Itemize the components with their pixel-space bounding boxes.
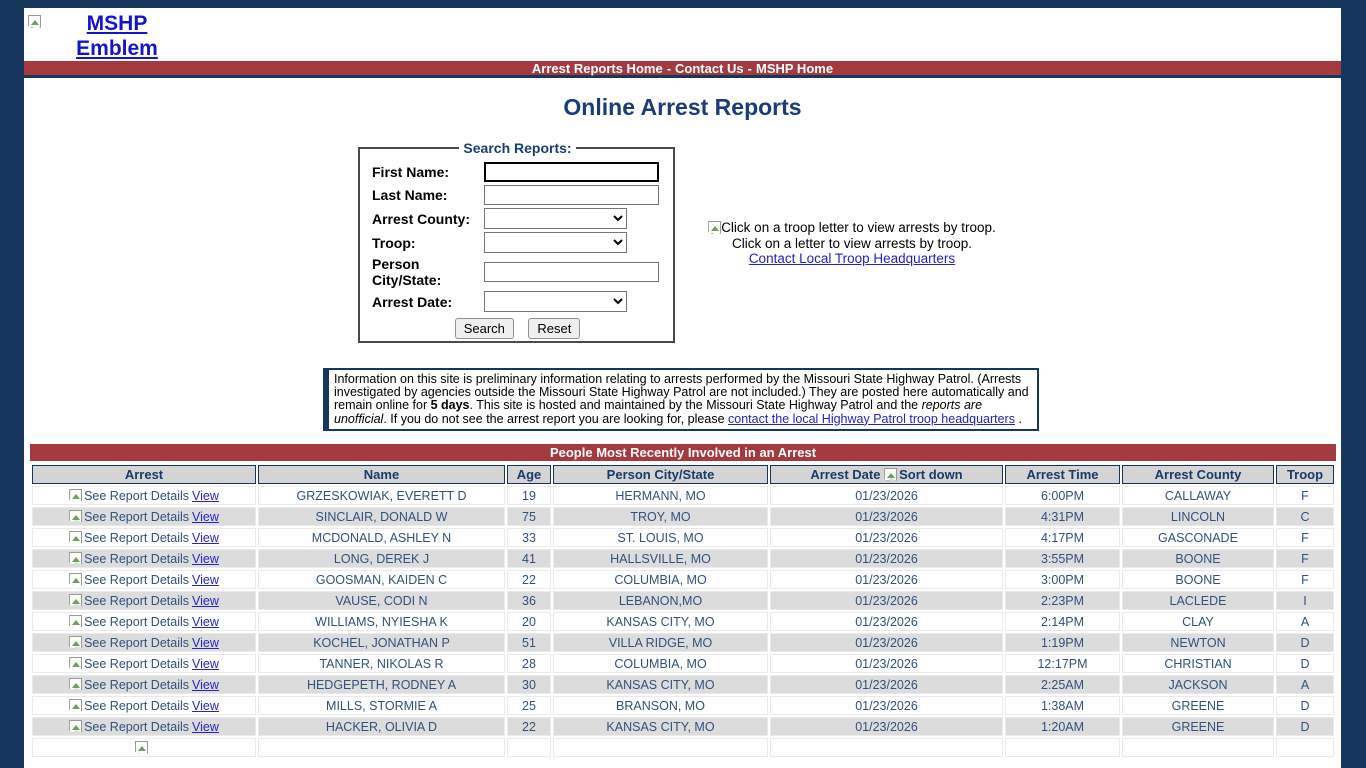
view-report-link[interactable]: View: [192, 719, 219, 734]
arrest-time-cell: 1:38AM: [1005, 696, 1120, 715]
arrest-county-cell: BOONE: [1122, 549, 1274, 568]
table-row: [32, 696, 1334, 715]
broken-image-icon: [69, 552, 82, 565]
search-reports-panel: [358, 140, 675, 343]
arrest-time-cell: 1:20AM: [1005, 717, 1120, 736]
troop-map-panel: [684, 220, 1020, 267]
see-report-details-alt-text: See Report Details: [84, 677, 190, 692]
age-cell: 22: [507, 717, 551, 736]
view-report-link[interactable]: View: [192, 530, 219, 545]
name-cell: MCDONALD, ASHLEY N: [258, 528, 505, 547]
troop-label: Troop:: [372, 234, 416, 251]
arrest-date-cell: 01/23/2026: [770, 633, 1003, 652]
arrest-date-cell: 01/23/2026: [770, 549, 1003, 568]
disclaimer-text: . If you do not see the arrest report you are looking for, please: [383, 411, 728, 426]
view-report-link[interactable]: View: [192, 509, 219, 524]
arrest-cell: [32, 486, 256, 505]
table-row: [32, 675, 1334, 694]
arrest-cell: [32, 738, 256, 757]
arrest-cell: [32, 654, 256, 673]
see-report-details-alt-text: See Report Details: [84, 488, 190, 503]
name-cell: LONG, DEREK J: [258, 549, 505, 568]
arrest-time-cell: 1:19PM: [1005, 633, 1120, 652]
troop-cell: A: [1276, 612, 1334, 631]
age-cell: 30: [507, 675, 551, 694]
arrest-county-cell: NEWTON: [1122, 633, 1274, 652]
broken-image-icon: [69, 594, 82, 607]
arrest-county-cell: CLAY: [1122, 612, 1274, 631]
see-report-details-alt-text: See Report Details: [84, 698, 190, 713]
arrest-cell: [32, 696, 256, 715]
city-state-cell: COLUMBIA, MO: [553, 570, 768, 589]
disclaimer-bold-5-days: 5 days: [430, 398, 470, 413]
broken-image-icon: [69, 531, 82, 544]
last-name-row: [372, 185, 663, 205]
arrest-time-cell: [1005, 738, 1120, 757]
arrest-time-cell: 3:55PM: [1005, 549, 1120, 568]
arrest-county-cell: LACLEDE: [1122, 591, 1274, 610]
troop-cell: [1276, 738, 1334, 757]
arrest-county-cell: GREENE: [1122, 696, 1274, 715]
troop-select[interactable]: [484, 232, 627, 253]
first-name-row: [372, 162, 663, 182]
arrest-county-cell: CHRISTIAN: [1122, 654, 1274, 673]
arrest-date-cell: 01/23/2026: [770, 717, 1003, 736]
table-row: [32, 591, 1334, 610]
broken-image-icon: [135, 741, 148, 754]
arrest-cell: [32, 570, 256, 589]
last-name-input[interactable]: [484, 185, 659, 205]
nav-contact-us[interactable]: Contact Us: [675, 61, 744, 76]
name-cell: HEDGEPETH, RODNEY A: [258, 675, 505, 694]
view-report-link[interactable]: View: [192, 677, 219, 692]
city-state-cell: HALLSVILLE, MO: [553, 549, 768, 568]
age-cell: 25: [507, 696, 551, 715]
arrest-cell: [32, 591, 256, 610]
age-cell: 19: [507, 486, 551, 505]
arrest-time-cell: 12:17PM: [1005, 654, 1120, 673]
city-state-cell: BRANSON, MO: [553, 696, 768, 715]
arrest-county-cell: BOONE: [1122, 570, 1274, 589]
age-cell: 28: [507, 654, 551, 673]
nav-separator: -: [747, 61, 752, 76]
mshp-emblem: [28, 11, 180, 61]
see-report-details-alt-text: See Report Details: [84, 635, 190, 650]
broken-image-icon: [69, 657, 82, 670]
city-state-cell: COLUMBIA, MO: [553, 654, 768, 673]
arrest-county-select[interactable]: [484, 208, 627, 229]
name-cell: VAUSE, CODI N: [258, 591, 505, 610]
disclaimer-text: . This site is hosted and maintained by the Missouri State Highway Patrol and the: [469, 398, 922, 413]
col-header-age[interactable]: Age: [507, 465, 551, 484]
name-cell: MILLS, STORMIE A: [258, 696, 505, 715]
broken-image-icon: [69, 699, 82, 712]
arrest-cell: [32, 612, 256, 631]
col-header-arrest[interactable]: Arrest: [32, 465, 256, 484]
arrest-county-cell: GREENE: [1122, 717, 1274, 736]
troop-row: [372, 232, 663, 253]
content-area: [24, 8, 1341, 768]
troop-map-broken-line: [684, 220, 1020, 236]
col-header-troop[interactable]: Troop: [1276, 465, 1334, 484]
reset-button[interactable]: Reset: [528, 318, 580, 339]
view-report-link[interactable]: View: [192, 593, 219, 608]
city-state-cell: KANSAS CITY, MO: [553, 675, 768, 694]
broken-image-icon: [708, 221, 721, 234]
age-cell: 75: [507, 507, 551, 526]
search-buttons-row: [372, 318, 663, 339]
arrest-date-cell: 01/23/2026: [770, 486, 1003, 505]
contact-troop-headquarters-link[interactable]: contact the local Highway Patrol troop headquarters: [728, 411, 1015, 426]
arrest-county-row: [372, 208, 663, 229]
name-cell: HACKER, OLIVIA D: [258, 717, 505, 736]
age-cell: 33: [507, 528, 551, 547]
arrest-county-cell: [1122, 738, 1274, 757]
city-state-cell: KANSAS CITY, MO: [553, 612, 768, 631]
arrest-county-cell: CALLAWAY: [1122, 486, 1274, 505]
see-report-details-alt-text: See Report Details: [84, 551, 190, 566]
arrest-time-cell: 2:23PM: [1005, 591, 1120, 610]
broken-image-icon: [69, 573, 82, 586]
disclaimer-italic-unofficial: reports are unofficial: [334, 398, 983, 426]
troop-cell: A: [1276, 675, 1334, 694]
col-header-arrest-county[interactable]: Arrest County: [1122, 465, 1274, 484]
arrest-cell: [32, 507, 256, 526]
contact-local-troop-link[interactable]: Contact Local Troop Headquarters: [748, 251, 956, 266]
troop-cell: F: [1276, 528, 1334, 547]
arrest-date-cell: [770, 738, 1003, 757]
age-cell: 41: [507, 549, 551, 568]
name-cell: TANNER, NIKOLAS R: [258, 654, 505, 673]
search-panel-legend: Search Reports:: [463, 140, 572, 156]
arrests-table: [30, 463, 1336, 759]
table-row: [32, 486, 1334, 505]
first-name-label: First Name:: [372, 164, 450, 180]
arrest-date-label: Arrest Date:: [372, 293, 453, 310]
troop-cell: F: [1276, 549, 1334, 568]
person-city-state-row: [372, 256, 663, 288]
arrest-date-cell: 01/23/2026: [770, 507, 1003, 526]
nav-arrest-reports-home[interactable]: Arrest Reports Home: [531, 61, 663, 76]
first-name-input[interactable]: [484, 162, 659, 182]
disclaimer-text: .: [1014, 411, 1022, 426]
view-report-link[interactable]: View: [192, 572, 219, 587]
see-report-details-alt-text: See Report Details: [84, 719, 190, 734]
broken-image-icon: [69, 678, 82, 691]
arrest-cell: [32, 549, 256, 568]
table-header-row: [32, 465, 1334, 484]
troop-cell: D: [1276, 633, 1334, 652]
city-state-cell: HERMANN, MO: [553, 486, 768, 505]
arrest-cell: [32, 528, 256, 547]
see-report-details-alt-text: See Report Details: [84, 530, 190, 545]
table-row: [32, 612, 1334, 631]
troop-cell: F: [1276, 486, 1334, 505]
arrest-time-cell: 4:17PM: [1005, 528, 1120, 547]
person-city-state-input[interactable]: [484, 262, 659, 282]
last-name-label: Last Name:: [372, 187, 448, 203]
sort-down-alt-text: Sort down: [899, 467, 963, 482]
arrest-cell: [32, 717, 256, 736]
age-cell: 22: [507, 570, 551, 589]
arrest-date-cell: 01/23/2026: [770, 612, 1003, 631]
age-cell: 20: [507, 612, 551, 631]
arrest-time-cell: 4:31PM: [1005, 507, 1120, 526]
col-header-name[interactable]: Name: [258, 465, 505, 484]
arrest-date-cell: 01/23/2026: [770, 570, 1003, 589]
name-cell: KOCHEL, JONATHAN P: [258, 633, 505, 652]
name-cell: GRZESKOWIAK, EVERETT D: [258, 486, 505, 505]
age-cell: 36: [507, 591, 551, 610]
col-header-person-city-state[interactable]: Person City/State: [553, 465, 768, 484]
view-report-link[interactable]: View: [192, 635, 219, 650]
view-report-link[interactable]: View: [192, 698, 219, 713]
table-row: [32, 507, 1334, 526]
arrest-county-cell: GASCONADE: [1122, 528, 1274, 547]
arrest-county-cell: JACKSON: [1122, 675, 1274, 694]
city-state-cell: TROY, MO: [553, 507, 768, 526]
name-cell: GOOSMAN, KAIDEN C: [258, 570, 505, 589]
table-row: [32, 633, 1334, 652]
broken-image-icon: [28, 15, 41, 28]
troop-map-alt-text: Click on a troop letter to view arrests by troop.: [721, 220, 996, 235]
city-state-cell: KANSAS CITY, MO: [553, 717, 768, 736]
mshp-emblem-link[interactable]: MSHP Emblem: [76, 12, 158, 60]
top-nav-bar: [24, 61, 1341, 78]
name-cell: WILLIAMS, NYIESHA K: [258, 612, 505, 631]
troop-cell: I: [1276, 591, 1334, 610]
age-cell: 51: [507, 633, 551, 652]
view-report-link[interactable]: View: [192, 656, 219, 671]
broken-image-icon: [69, 489, 82, 502]
arrest-time-cell: 6:00PM: [1005, 486, 1120, 505]
arrest-date-cell: 01/23/2026: [770, 528, 1003, 547]
troop-cell: C: [1276, 507, 1334, 526]
arrest-county-cell: LINCOLN: [1122, 507, 1274, 526]
broken-image-icon: [69, 636, 82, 649]
arrest-date-cell: 01/23/2026: [770, 654, 1003, 673]
page-title: Online Arrest Reports: [563, 94, 802, 120]
name-cell: [258, 738, 505, 757]
arrest-time-cell: 2:14PM: [1005, 612, 1120, 631]
broken-image-icon: [69, 510, 82, 523]
col-header-arrest-time[interactable]: Arrest Time: [1005, 465, 1120, 484]
table-row: [32, 654, 1334, 673]
arrest-date-row: [372, 291, 663, 312]
arrest-cell: [32, 675, 256, 694]
view-report-link[interactable]: View: [192, 551, 219, 566]
view-report-link[interactable]: View: [192, 488, 219, 503]
broken-image-icon: [69, 720, 82, 733]
arrest-time-cell: 2:25AM: [1005, 675, 1120, 694]
search-button[interactable]: Search: [455, 318, 514, 339]
troop-cell: D: [1276, 654, 1334, 673]
arrest-date-cell: 01/23/2026: [770, 696, 1003, 715]
broken-image-icon: [69, 615, 82, 628]
table-row: [32, 738, 1334, 757]
name-cell: SINCLAIR, DONALD W: [258, 507, 505, 526]
table-row: [32, 717, 1334, 736]
recent-arrests-banner: People Most Recently Involved in an Arrest: [30, 444, 1336, 461]
person-city-state-label: Person City/State:: [372, 256, 442, 288]
city-state-cell: VILLA RIDGE, MO: [553, 633, 768, 652]
arrest-date-cell: 01/23/2026: [770, 675, 1003, 694]
sort-down-icon: [884, 468, 897, 481]
arrest-time-cell: 3:00PM: [1005, 570, 1120, 589]
table-row: [32, 570, 1334, 589]
arrest-date-cell: 01/23/2026: [770, 591, 1003, 610]
view-report-link[interactable]: View: [192, 614, 219, 629]
city-state-cell: [553, 738, 768, 757]
disclaimer-text: Information on this site is preliminary information relating to arrests performed by the Missouri State Highway Patrol. (Arrests investigated by agencies outside the Missouri State Highway Patrol are not included.) They are posted here automatically and remain online for: [334, 372, 1029, 413]
troop-cell: D: [1276, 717, 1334, 736]
troop-cell: D: [1276, 696, 1334, 715]
age-cell: [507, 738, 551, 757]
see-report-details-alt-text: See Report Details: [84, 572, 190, 587]
table-row: [32, 528, 1334, 547]
troop-map-caption: Click on a letter to view arrests by troop.: [731, 235, 973, 251]
nav-separator: -: [666, 61, 672, 76]
see-report-details-alt-text: See Report Details: [84, 656, 190, 671]
nav-mshp-home[interactable]: MSHP Home: [756, 61, 834, 76]
table-row: [32, 549, 1334, 568]
see-report-details-alt-text: See Report Details: [84, 614, 190, 629]
col-header-arrest-date[interactable]: Arrest Date Sort down: [770, 465, 1003, 484]
arrest-county-label: Arrest County:: [372, 210, 471, 227]
troop-cell: F: [1276, 570, 1334, 589]
arrest-date-select[interactable]: [484, 291, 627, 312]
see-report-details-alt-text: See Report Details: [84, 509, 190, 524]
city-state-cell: ST. LOUIS, MO: [553, 528, 768, 547]
disclaimer-box: [323, 368, 1039, 431]
arrest-cell: [32, 633, 256, 652]
see-report-details-alt-text: See Report Details: [84, 593, 190, 608]
city-state-cell: LEBANON,MO: [553, 591, 768, 610]
